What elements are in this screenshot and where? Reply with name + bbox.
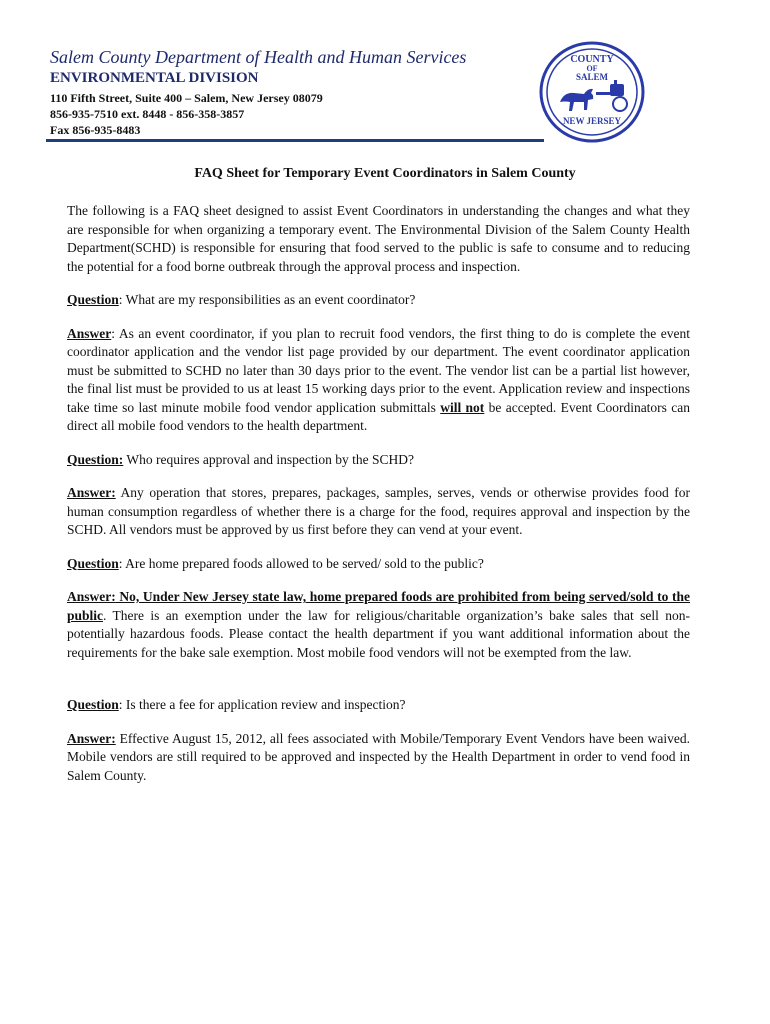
question-label: Question: [67, 451, 124, 467]
question-label: Question [67, 697, 119, 712]
faq-answer [67, 730, 690, 786]
division-name: ENVIRONMENTAL DIVISION [50, 70, 259, 86]
address-line: 110 Fifth Street, Suite 400 – Salem, New Jersey 08079 [50, 91, 323, 105]
faq-question [67, 451, 690, 470]
faq-answer [67, 484, 690, 540]
answer-emphasis: will not [440, 399, 485, 415]
document-title: FAQ Sheet for Temporary Event Coordinators in Salem County [194, 166, 576, 181]
faq-question [67, 555, 690, 574]
question-text: : Is there a fee for application review and inspection? [118, 697, 406, 712]
question-text: : Are home prepared foods allowed to be served/ sold to the public? [118, 555, 484, 571]
question-text: Who requires approval and inspection by the SCHD? [123, 451, 414, 467]
faq-question [67, 696, 690, 715]
document-body [67, 202, 690, 800]
answer-emphasis: No, Under New Jersey state law, home prepared foods are prohibited from being served/sold to the public [67, 589, 690, 623]
agency-name: Salem County Department of Health and Human Services [50, 47, 467, 67]
answer-text: Effective August 15, 2012, all fees associated with Mobile/Temporary Event Vendors have been waived. Mobile vendors are still required to be approved and inspected by the Health Department in order to vend food in Salem County. [67, 730, 690, 783]
answer-label: Answer: [67, 589, 116, 604]
answer-label: Answer [67, 325, 112, 341]
letterhead [50, 46, 520, 138]
header-divider [46, 139, 544, 142]
question-label: Question [67, 555, 119, 571]
intro-paragraph: The following is a FAQ sheet designed to assist Event Coordinators in understanding the changes and what they are responsible for when organizing a temporary event. The Environmental Division of the Salem County Health Department(SCHD) is responsible for ensuring that food served to the public is safe to consume and to reducing the potential for a food borne outbreak through the approval process and inspection. [67, 203, 690, 274]
answer-text: . There is an exemption under the law for religious/charitable organization’s bake sales that sell non-potentially hazardous foods. Please contact the health department if you want additional information about the requirements for the bake sale exemption. Most mobile food vendors will not be exempted from the law. [67, 607, 690, 660]
answer-text: Any operation that stores, prepares, packages, samples, serves, vends or otherwise provides food for human consumption regardless of whether there is a charge for the food, requires approval and inspection by the SCHD. All vendors must be approved by us first before they can vend at your event. [67, 485, 690, 537]
question-label: Question [67, 292, 119, 307]
answer-label: Answer: [67, 730, 116, 746]
faq-question [67, 291, 690, 310]
answer-text: be accepted. Event Coordinators can direct all mobile food vendors to the health department. [67, 399, 690, 433]
seal-top-text: COUNTY [570, 54, 614, 65]
seal-middle-text: OF [586, 64, 598, 73]
question-text: : What are my responsibilities as an event coordinator? [118, 292, 416, 307]
answer-label: Answer: [67, 485, 116, 500]
answer-text: : As an event coordinator, if you plan to recruit food vendors, the first thing to do is complete the event coordinator application and the vendor list page provided by our department. The event coordinator application must be submitted to SCHD no later than 30 days prior to the event. The vendor list can be a partial list however, the final list must be provided to us at least 15 working days prior to the event. Application review and inspections take time so last minute mobile food vendor application submittals [67, 325, 690, 415]
county-seal-logo [538, 40, 646, 144]
faq-answer [67, 588, 690, 662]
fax-line: Fax 856-935-8483 [50, 123, 141, 137]
faq-answer [67, 325, 690, 436]
seal-name-text: SALEM [575, 72, 609, 82]
phone-line: 856-935-7510 ext. 8448 - 856-358-3857 [50, 107, 245, 121]
seal-bottom-text: NEW JERSEY [562, 116, 622, 126]
